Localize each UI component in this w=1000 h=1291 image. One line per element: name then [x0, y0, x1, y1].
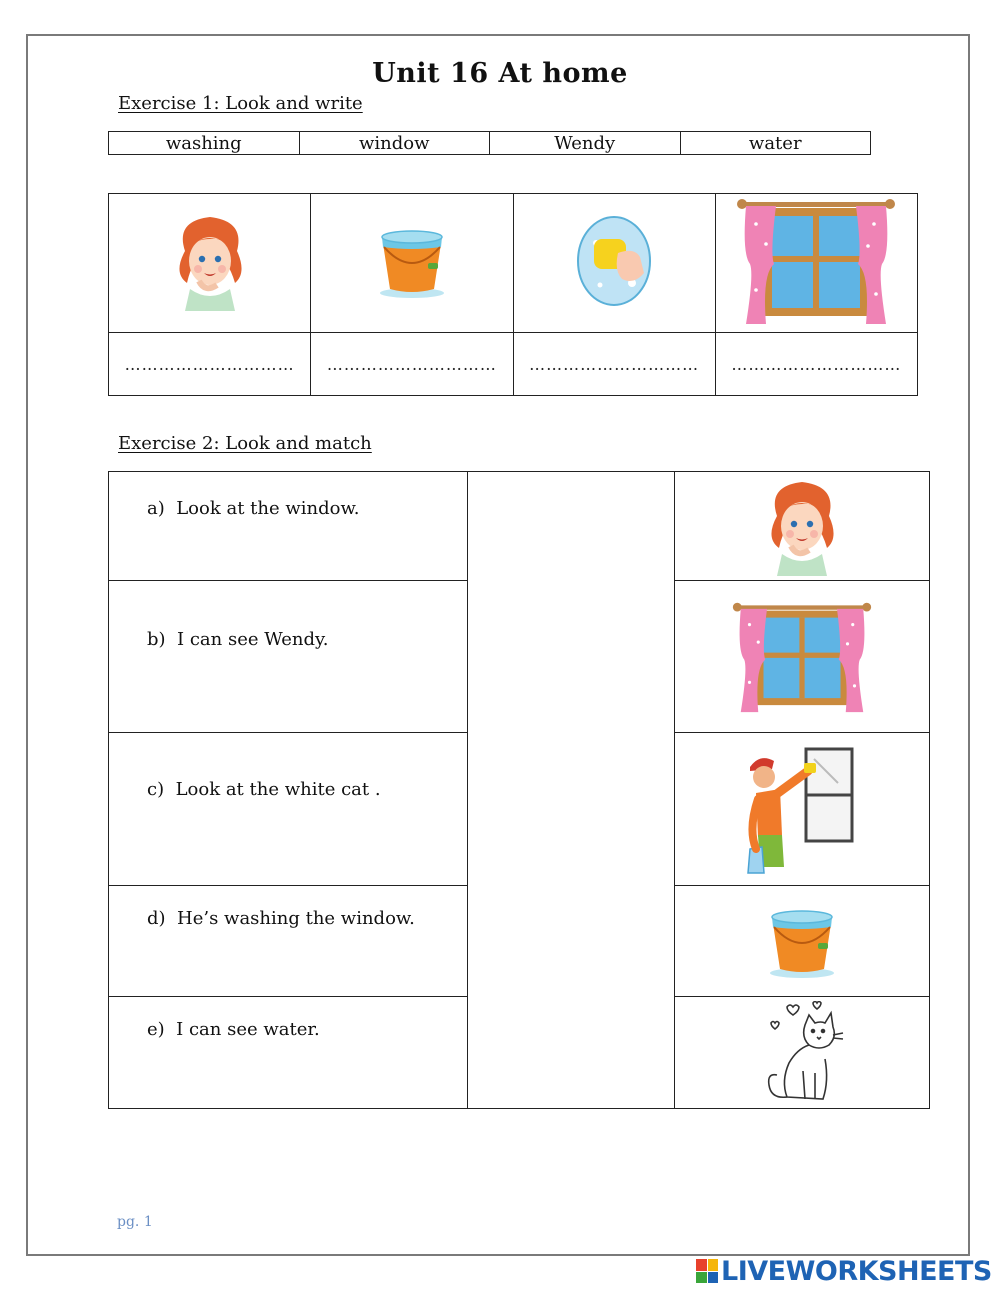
exercise1-table	[108, 193, 918, 396]
exercise2-table	[108, 471, 930, 1109]
page-number: pg. 1	[117, 1214, 153, 1230]
sentence-letter: a)	[147, 498, 165, 519]
sentence-cell	[109, 472, 468, 581]
ex1-picture-cell	[715, 194, 917, 333]
bucket-icon	[762, 896, 842, 986]
sentence-text: I can see water.	[176, 1019, 320, 1040]
word-bank-item: water	[680, 132, 871, 155]
answer-blank[interactable]: …………………………	[513, 333, 715, 396]
logo-text: LIVEWORKSHEETS	[721, 1255, 992, 1287]
word-bank	[108, 131, 871, 155]
sponge-icon	[574, 213, 654, 309]
match-picture-cell[interactable]	[675, 997, 930, 1109]
ex1-picture-cell	[311, 194, 513, 333]
ex1-picture-cell	[513, 194, 715, 333]
logo-mark-icon	[696, 1259, 718, 1283]
answer-blank[interactable]: …………………………	[109, 333, 311, 396]
sentence-cell	[109, 733, 468, 886]
page-title: Unit 16 At home	[372, 58, 628, 89]
sentence-cell	[109, 997, 468, 1109]
liveworksheets-logo[interactable]	[696, 1256, 992, 1286]
sentence-letter: c)	[147, 779, 165, 800]
sentence-letter: b)	[147, 629, 166, 650]
answer-blank[interactable]: …………………………	[715, 333, 917, 396]
sentence-text: He’s washing the window.	[177, 908, 415, 929]
sentence-text: Look at the white cat .	[175, 779, 381, 800]
sentence-cell	[109, 886, 468, 997]
ex1-picture-cell	[109, 194, 311, 333]
word-bank-item: washing	[109, 132, 300, 155]
sentence-text: Look at the window.	[176, 498, 360, 519]
girl-icon	[757, 476, 847, 576]
window-icon	[736, 194, 896, 328]
sentence-text: I can see Wendy.	[177, 629, 329, 650]
boy-washing-window-icon	[742, 739, 862, 879]
match-picture-cell[interactable]	[675, 733, 930, 886]
exercise2-heading: Exercise 2: Look and match	[118, 433, 372, 454]
word-bank-item: Wendy	[490, 132, 681, 155]
match-picture-cell[interactable]	[675, 581, 930, 733]
sentence-letter: d)	[147, 908, 166, 929]
sentence-cell	[109, 581, 468, 733]
match-picture-cell[interactable]	[675, 472, 930, 581]
answer-blank[interactable]: …………………………	[311, 333, 513, 396]
cat-icon	[757, 1001, 847, 1105]
girl-icon	[165, 211, 255, 311]
exercise1-heading: Exercise 1: Look and write	[118, 93, 363, 114]
sentence-letter: e)	[147, 1019, 165, 1040]
bucket-icon	[372, 221, 452, 301]
matching-area[interactable]	[468, 472, 675, 1109]
word-bank-item: window	[299, 132, 490, 155]
match-picture-cell[interactable]	[675, 886, 930, 997]
window-icon	[732, 596, 872, 718]
